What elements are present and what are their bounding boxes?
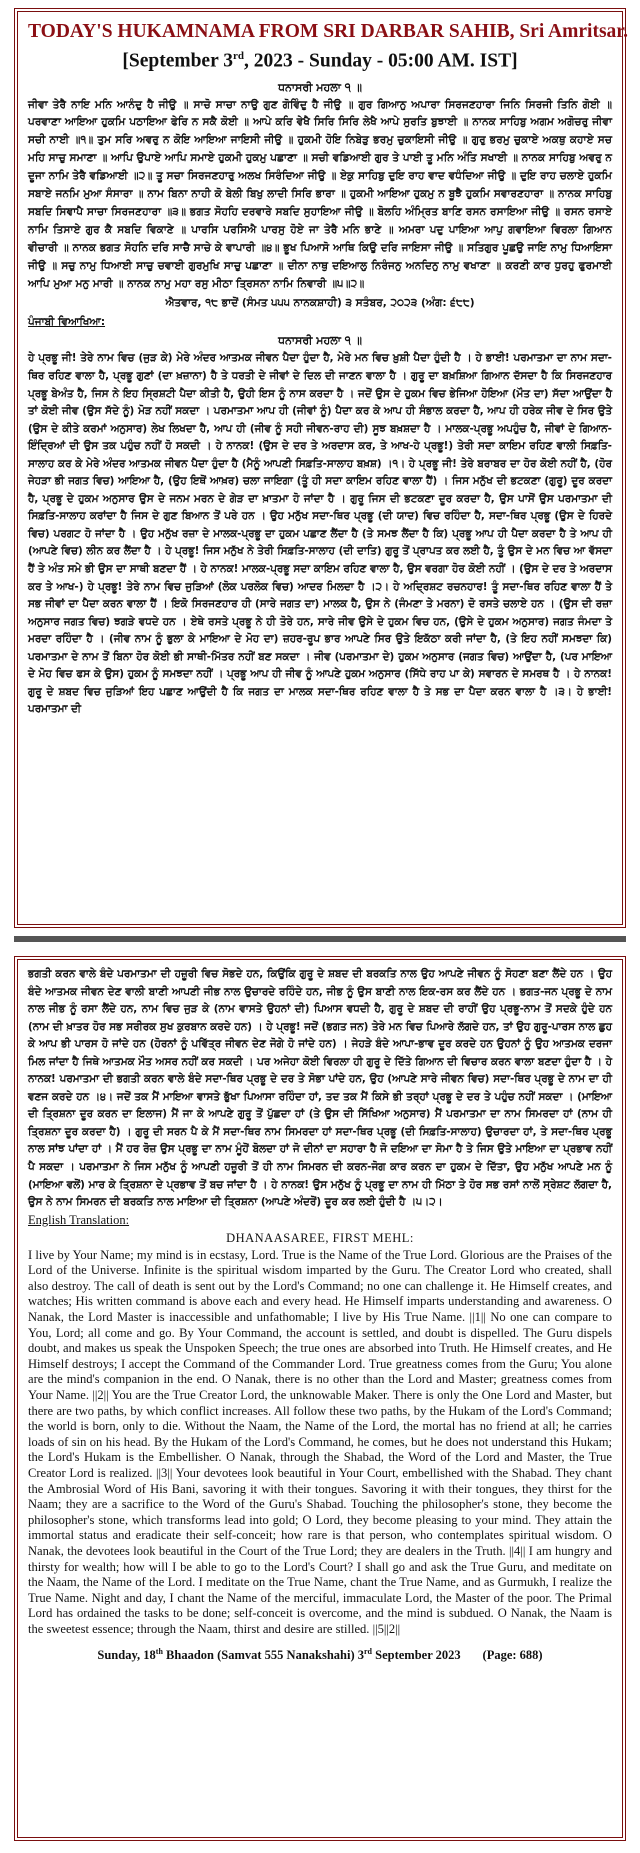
gurbani-text: ਜੀਵਾ ਤੇਰੈ ਨਾਇ ਮਨਿ ਆਨੰਦੁ ਹੈ ਜੀਉ ॥ ਸਾਚੋ ਸਾਚਾ ਨਾਉ ਗੁਣ ਗੋਵਿੰਦੁ ਹੈ ਜੀਉ ॥ ਗੁਰ ਗਿਆਨੁ ਅਪਾਰਾ ਸਿਰਜਣਹਾਰਾ ਜਿਨਿ ਸਿਰਜੀ ਤਿਨਿ ਗੋਈ ॥ ਪਰਵਾਣਾ ਆਇਆ ਹੁਕਮਿ ਪਠਾਇਆ ਫੇਰਿ ਨ ਸਕੈ ਕੋਈ ॥ ਆਪੇ ਕਰਿ ਵੇਖੈ ਸਿਰਿ ਸਿਰਿ ਲੇਖੈ ਆਪੇ ਸੁਰਤਿ ਬੁਝਾਈ ॥ ਨਾਨਕ ਸਾਹਿਬੁ ਅਗਮ ਅਗੋਚਰੁ ਜੀਵਾ ਸਚੀ ਨਾਈ ॥੧॥ ਤੁਮ ਸਰਿ ਅਵਰੁ ਨ ਕੋਇ ਆਇਆ ਜਾਇਸੀ ਜੀਉ ॥ ਹੁਕਮੀ ਹੋਇ ਨਿਬੇੜੁ ਭਰਮੁ ਚੁਕਾਇਸੀ ਜੀਉ ॥ ਗੁਰੁ ਭਰਮੁ ਚੁਕਾਏ ਅਕਥੁ ਕਹਾਏ ਸਚ ਮਹਿ ਸਾਚੁ ਸਮਾਣਾ ॥ ਆਪਿ ਉਪਾਏ ਆਪਿ ਸਮਾਏ ਹੁਕਮੀ ਹੁਕਮੁ ਪਛਾਣਾ ॥ ਸਚੀ ਵਡਿਆਈ ਗੁਰ ਤੇ ਪਾਈ ਤੂ ਮਨਿ ਅੰਤਿ ਸਖਾਈ ॥ ਨਾਨਕ ਸਾਹਿਬੁ ਅਵਰੁ ਨ ਦੂਜਾ ਨਾਮਿ ਤੇਰੈ ਵਡਿਆਈ ॥੨॥ ਤੂ ਸਚਾ ਸਿਰਜਣਹਾਰੁ ਅਲਖ ਸਿਰੰਦਿਆ ਜੀਉ ॥ ਏਕੁ ਸਾਹਿਬੁ ਦੁਇ ਰਾਹ ਵਾਦ ਵਧੰਦਿਆ ਜੀਉ ॥ ਦੁਇ ਰਾਹ ਚਲਾਏ ਹੁਕਮਿ ਸਬਾਏ ਜਨਮਿ ਮੁਆ ਸੰਸਾਰਾ ॥ ਨਾਮ ਬਿਨਾ ਨਾਹੀ ਕੋ ਬੇਲੀ ਬਿਖੁ ਲਾਦੀ ਸਿਰਿ ਭਾਰਾ ॥ ਹੁਕਮੀ ਆਇਆ ਹੁਕਮੁ ਨ ਬੂਝੈ ਹੁਕਮਿ ਸਵਾਰਣਹਾਰਾ ॥ ਨਾਨਕ ਸਾਹਿਬੁ ਸਬਦਿ ਸਿਞਾਪੈ ਸਾਚਾ ਸਿਰਜਣਹਾਰਾ ॥੩॥ ਭਗਤ ਸੋਹਹਿ ਦਰਵਾਰੇ ਸਬਦਿ ਸੁਹਾਇਆ ਜੀਉ ॥ ਬੋਲਹਿ ਅੰਮ੍ਰਿਤ ਬਾਣਿ ਰਸਨ ਰਸਾਇਆ ਜੀਉ ॥ ਰਸਨ ਰਸਾਏ ਨਾਮਿ ਤਿਸਾਏ ਗੁਰ ਕੈ ਸਬਦਿ ਵਿਕਾਣੇ ॥ ਪਾਰਸਿ ਪਰਸਿਐ ਪਾਰਸੁ ਹੋਏ ਜਾ ਤੇਰੈ ਮਨਿ ਭਾਣੇ ॥ ਅਮਰਾ ਪਦੁ ਪਾਇਆ ਆਪੁ ਗਵਾਇਆ ਵਿਰਲਾ ਗਿਆਨ ਵੀਚਾਰੀ ॥ ਨਾਨਕ ਭਗਤ ਸੋਹਨਿ ਦਰਿ ਸਾਚੈ ਸਾਚੇ ਕੇ ਵਾਪਾਰੀ ॥੪॥ ਭੂਖ ਪਿਆਸੋ ਆਥਿ ਕਿਉ ਦਰਿ ਜਾਇਸਾ ਜੀਉ ॥ ਸਤਿਗੁਰ ਪੂਛਉ ਜਾਇ ਨਾਮੁ ਧਿਆਇਸਾ ਜੀਉ ॥ ਸਚੁ ਨਾਮੁ ਧਿਆਈ ਸਾਚੁ ਚਵਾਈ ਗੁਰਮੁਖਿ ਸਾਚੁ ਪਛਾਣਾ ॥ ਦੀਨਾ ਨਾਥੁ ਦਇਆਲੁ ਨਿਰੰਜਨੁ ਅਨਦਿਨੁ ਨਾਮੁ ਵਖਾਣਾ ॥ ਕਰਣੀ ਕਾਰ ਧੁਰਹੁ ਫੁਰਮਾਈ ਆਪਿ ਮੁਆ ਮਨੁ ਮਾਰੀ ॥ ਨਾਨਕ ਨਾਮੁ ਮਹਾ ਰਸੁ ਮੀਠਾ ਤ੍ਰਿਸਨਾ ਨਾਮਿ ਨਿਵਾਰੀ ॥੫॥੨॥ <box>28 98 612 290</box>
footer-day-sup: th <box>155 1646 163 1656</box>
hukamnama-sheet-top <box>14 8 629 928</box>
date-suffix-sup: rd <box>233 50 245 62</box>
date-prefix: [September 3 <box>122 50 234 72</box>
footer-date-sup: rd <box>364 1646 372 1656</box>
english-translation: I live by Your Name; my mind is in ecstasy, Lord. True is the Name of the True Lord. Glorious are the Praises of the Lord of the Universe. Infinite is the spiritual wisdom imparted by the Guru. The Creator Lord who created, shall also destroy. The call of death is sent out by the Lord's Command; no one can challenge it. He Himself creates, and watches; His written command is above each and every head. He Himself imparts understanding and awareness. O Nanak, the Lord Master is inaccessible and unfathomable; I live by His True Name. ||1|| No one can compare to You, Lord; all come and go. By Your Command, the account is settled, and doubt is dispelled. The Guru dispels doubt, and makes us speak the Unspoken Speech; the true ones are absorbed into Truth. He Himself creates, and He Himself destroys; I accept the Command of the Commander Lord. True greatness comes from the Guru; You alone are the mind's companion in the end. O Nanak, there is no other than the Lord and Master; greatness comes from Your Name. ||2|| You are the True Creator Lord, the unknowable Maker. There is only the One Lord and Master, but there are two paths, by which conflict increases. All follow these two paths, by the Hukam of the Lord's Command; the world is born, only to die. Without the Naam, the Name of the Lord, the mortal has no friend at all; he carries loads of sin on his head. By the Hukam of the Lord's Command, he comes, but he does not understand this Hukam; the Lord's Hukam is the Embellisher. O Nanak, through the Shabad, the Word of the Lord and Master, the True Creator Lord is realized. ||3|| Your devotees look beautiful in Your Court, embellished with the Shabad. They chant the Ambrosial Word of His Bani, savoring it with their tongues. Savoring it with their tongues, they thirst for the Naam; they are a sacrifice to the Word of the Guru's Shabad. Touching the philosopher's stone, they become the philosopher's stone, which transforms lead into gold; O Lord, they become pleasing to your mind. They attain the immortal status and eradicate their self-conceit; how rare is that person, who contemplates spiritual wisdom. O Nanak, the devotees look beautiful in the Court of the True Lord; they are dealers in the Truth. ||4|| I am hungry and thirsty for wealth; how will I be able to go to the Lord's Court? I shall go and ask the True Guru, and meditate on the Naam, the Name of the Lord. I meditate on the True Name, chant the True Name, and as Gurmukh, I realize the True Name. Night and day, I chant the Name of the merciful, immaculate Lord, the Master of the poor. The Primal Lord has ordained the tasks to be done; self-conceit is overcome, and the mind is subdued. O Nanak, the Naam is the sweetest essence; through the Naam, thirst and desire are stilled. ||5||2|| <box>28 1247 612 1636</box>
punjabi-section-label: ਪੰਜਾਬੀ ਵਿਆਖਿਆ: <box>28 316 106 329</box>
punjabi-text-part2: ਭਗਤੀ ਕਰਨ ਵਾਲੇ ਬੰਦੇ ਪਰਮਾਤਮਾ ਦੀ ਹਜ਼ੂਰੀ ਵਿਚ ਸੋਭਦੇ ਹਨ, ਕਿਉਂਕਿ ਗੁਰੂ ਦੇ ਸ਼ਬਦ ਦੀ ਬਰਕਤਿ ਨਾਲ ਉਹ ਆਪਣੇ ਜੀਵਨ ਨੂੰ ਸੋਹਣਾ ਬਣਾ ਲੈਂਦੇ ਹਨ । ਉਹ ਬੰਦੇ ਆਤਮਕ ਜੀਵਨ ਦੇਣ ਵਾਲੀ ਬਾਣੀ ਆਪਣੀ ਜੀਭ ਨਾਲ ਉਚਾਰਦੇ ਰਹਿੰਦੇ ਹਨ, ਜੀਭ ਨੂੰ ਉਸ ਬਾਣੀ ਨਾਲ ਇਕ-ਰਸ ਕਰ ਲੈਂਦੇ ਹਨ । ਭਗਤ-ਜਨ ਪ੍ਰਭੂ ਦੇ ਨਾਮ ਨਾਲ ਜੀਭ ਨੂੰ ਰਸਾ ਲੈਂਦੇ ਹਨ, ਨਾਮ ਵਿਚ ਜੁੜ ਕੇ (ਨਾਮ ਵਾਸਤੇ ਉਹਨਾਂ ਦੀ) ਪਿਆਸ ਵਧਦੀ ਹੈ, ਗੁਰੂ ਦੇ ਸ਼ਬਦ ਦੀ ਰਾਹੀਂ ਉਹ ਪ੍ਰਭੂ-ਨਾਮ ਤੋਂ ਸਦਕੇ ਹੁੰਦੇ ਹਨ (ਨਾਮ ਦੀ ਖ਼ਾਤਰ ਹੋਰ ਸਭ ਸਰੀਰਕ ਸੁਖ ਕੁਰਬਾਨ ਕਰਦੇ ਹਨ) । ਹੇ ਪ੍ਰਭੂ! ਜਦੋਂ (ਭਗਤ ਜਨ) ਤੇਰੇ ਮਨ ਵਿਚ ਪਿਆਰੇ ਲੱਗਦੇ ਹਨ, ਤਾਂ ਉਹ ਗੁਰੂ-ਪਾਰਸ ਨਾਲ ਛੁਹ ਕੇ ਆਪ ਭੀ ਪਾਰਸ ਹੋ ਜਾਂਦੇ ਹਨ (ਹੋਰਨਾਂ ਨੂੰ ਪਵਿੱਤ੍ਰ ਜੀਵਨ ਦੇਣ ਜੋਗੇ ਹੋ ਜਾਂਦੇ ਹਨ) । ਜੇਹੜੇ ਬੰਦੇ ਆਪਾ-ਭਾਵ ਦੂਰ ਕਰਦੇ ਹਨ ਉਹਨਾਂ ਨੂੰ ਉਹ ਆਤਮਕ ਦਰਜਾ ਮਿਲ ਜਾਂਦਾ ਹੈ ਜਿਥੇ ਆਤਮਕ ਮੌਤ ਅਸਰ ਨਹੀਂ ਕਰ ਸਕਦੀ । ਪਰ ਅਜੇਹਾ ਕੋਈ ਵਿਰਲਾ ਹੀ ਗੁਰੂ ਦੇ ਦਿੱਤੇ ਗਿਆਨ ਦੀ ਵਿਚਾਰ ਕਰਨ ਵਾਲਾ ਬਣਦਾ ਹੁੰਦਾ ਹੈ । ਹੇ ਨਾਨਕ! ਪਰਮਾਤਮਾ ਦੀ ਭਗਤੀ ਕਰਨ ਵਾਲੇ ਬੰਦੇ ਸਦਾ-ਥਿਰ ਪ੍ਰਭੂ ਦੇ ਦਰ ਤੇ ਸੋਭਾ ਪਾਂਦੇ ਹਨ, ਉਹ (ਆਪਣੇ ਸਾਰੇ ਜੀਵਨ ਵਿਚ) ਸਦਾ-ਥਿਰ ਪ੍ਰਭੂ ਦੇ ਨਾਮ ਦਾ ਹੀ ਵਣਜ ਕਰਦੇ ਹਨ ।੪। ਜਦੋਂ ਤਕ ਮੈਂ ਮਾਇਆ ਵਾਸਤੇ ਭੁੱਖਾ ਪਿਆਸਾ ਰਹਿੰਦਾ ਹਾਂ, ਤਦ ਤਕ ਮੈਂ ਕਿਸੇ ਭੀ ਤਰ੍ਹਾਂ ਪ੍ਰਭੂ ਦੇ ਦਰ ਤੇ ਪਹੁੰਚ ਨਹੀਂ ਸਕਦਾ । (ਮਾਇਆ ਦੀ ਤ੍ਰਿਸ਼ਨਾ ਦੂਰ ਕਰਨ ਦਾ ਇਲਾਜ) ਮੈਂ ਜਾ ਕੇ ਆਪਣੇ ਗੁਰੂ ਤੋਂ ਪੁੱਛਦਾ ਹਾਂ (ਤੇ ਉਸ ਦੀ ਸਿੱਖਿਆ ਅਨੁਸਾਰ) ਮੈਂ ਪਰਮਾਤਮਾ ਦਾ ਨਾਮ ਸਿਮਰਦਾ ਹਾਂ (ਨਾਮ ਹੀ ਤ੍ਰਿਸ਼ਨਾ ਦੂਰ ਕਰਦਾ ਹੈ) । ਗੁਰੂ ਦੀ ਸਰਨ ਪੈ ਕੇ ਮੈਂ ਸਦਾ-ਥਿਰ ਨਾਮ ਸਿਮਰਦਾ ਹਾਂ ਸਦਾ-ਥਿਰ ਪ੍ਰਭੂ (ਦੀ ਸਿਫ਼ਤਿ-ਸਾਲਾਹ) ਉਚਾਰਦਾ ਹਾਂ, ਤੇ ਸਦਾ-ਥਿਰ ਪ੍ਰਭੂ ਨਾਲ ਸਾਂਝ ਪਾਂਦਾ ਹਾਂ । ਮੈਂ ਹਰ ਰੋਜ਼ ਉਸ ਪ੍ਰਭੂ ਦਾ ਨਾਮ ਮੂੰਹੋਂ ਬੋਲਦਾ ਹਾਂ ਜੋ ਦੀਨਾਂ ਦਾ ਸਹਾਰਾ ਹੈ ਜੋ ਦਇਆ ਦਾ ਸੋਮਾ ਹੈ ਤੇ ਜਿਸ ਉਤੇ ਮਾਇਆ ਦਾ ਪ੍ਰਭਾਵ ਨਹੀਂ ਪੈ ਸਕਦਾ । ਪਰਮਾਤਮਾ ਨੇ ਜਿਸ ਮਨੁੱਖ ਨੂੰ ਆਪਣੀ ਹਜ਼ੂਰੀ ਤੋਂ ਹੀ ਨਾਮ ਸਿਮਰਨ ਦੀ ਕਰਨ-ਜੋਗ ਕਾਰ ਕਰਨ ਦਾ ਹੁਕਮ ਦੇ ਦਿੱਤਾ, ਉਹ ਮਨੁੱਖ ਆਪਣੇ ਮਨ ਨੂੰ (ਮਾਇਆ ਵਲੋਂ) ਮਾਰ ਕੇ ਤ੍ਰਿਸ਼ਨਾ ਦੇ ਪ੍ਰਭਾਵ ਤੋਂ ਬਚ ਜਾਂਦਾ ਹੈ । ਹੇ ਨਾਨਕ! ਉਸ ਮਨੁੱਖ ਨੂੰ ਪ੍ਰਭੂ ਦਾ ਨਾਮ ਹੀ ਮਿੱਠਾ ਤੇ ਹੋਰ ਸਭ ਰਸਾਂ ਨਾਲੋਂ ਸ੍ਰੇਸ਼ਟ ਲੱਗਦਾ ਹੈ, ਉਸ ਨੇ ਨਾਮ ਸਿਮਰਨ ਦੀ ਬਰਕਤਿ ਨਾਲ ਮਾਇਆ ਦੀ ਤ੍ਰਿਸ਼ਨਾ (ਆਪਣੇ ਅੰਦਰੋਂ) ਦੂਰ ਕਰ ਲਈ ਹੁੰਦੀ ਹੈ ।੫।੨। <box>28 968 612 1209</box>
punjabi-heading: ਧਨਾਸਰੀ ਮਹਲਾ ੧ ॥ <box>278 334 362 348</box>
date-rest: , 2023 - Sunday - 05:00 AM. IST] <box>244 50 518 72</box>
english-heading: DHANAASAREE, FIRST MEHL: <box>226 1230 414 1245</box>
footer-page: (Page: 688) <box>482 1647 543 1662</box>
page-title: TODAY'S HUKAMNAMA FROM SRI DARBAR SAHIB, Sri Amritsar. <box>28 21 629 42</box>
footer-date-line <box>28 1644 612 1663</box>
hukamnama-sheet-bottom <box>14 956 626 1841</box>
footer-year: September 2023 <box>372 1647 461 1662</box>
page-date <box>28 44 612 74</box>
gurbani-date-line: ਐਤਵਾਰ, ੧੮ ਭਾਦੋਂ (ਸੰਮਤ ੫੫੫ ਨਾਨਕਸ਼ਾਹੀ) ੩ ਸਤੰਬਰ, ੨੦੨੩ (ਅੰਗ: ੬੮੮) <box>165 297 475 310</box>
footer-day: Sunday, 18 <box>97 1647 156 1662</box>
english-section-label: English Translation: <box>28 1212 130 1227</box>
gurbani-heading: ਧਨਾਸਰੀ ਮਹਲਾ ੧ ॥ <box>278 80 362 94</box>
footer-month: Bhaadon (Samvat 555 Nanakshahi) 3 <box>162 1647 364 1662</box>
punjabi-text-part1: ਹੇ ਪ੍ਰਭੂ ਜੀ! ਤੇਰੇ ਨਾਮ ਵਿਚ (ਜੁੜ ਕੇ) ਮੇਰੇ ਅੰਦਰ ਆਤਮਕ ਜੀਵਨ ਪੈਦਾ ਹੁੰਦਾ ਹੈ, ਮੇਰੇ ਮਨ ਵਿਚ ਖ਼ੁਸ਼ੀ ਪੈਦਾ ਹੁੰਦੀ ਹੈ । ਹੇ ਭਾਈ! ਪਰਮਾਤਮਾ ਦਾ ਨਾਮ ਸਦਾ-ਥਿਰ ਰਹਿਣ ਵਾਲਾ ਹੈ, ਪ੍ਰਭੂ ਗੁਣਾਂ (ਦਾ ਖ਼ਜ਼ਾਨਾ) ਹੈ ਤੇ ਧਰਤੀ ਦੇ ਜੀਵਾਂ ਦੇ ਦਿਲ ਦੀ ਜਾਣਨ ਵਾਲਾ ਹੈ । ਗੁਰੂ ਦਾ ਬਖ਼ਸ਼ਿਆ ਗਿਆਨ ਦੱਸਦਾ ਹੈ ਕਿ ਸਿਰਜਣਹਾਰ ਪ੍ਰਭੂ ਬੇਅੰਤ ਹੈ, ਜਿਸ ਨੇ ਇਹ ਸ੍ਰਿਸ਼ਟੀ ਪੈਦਾ ਕੀਤੀ ਹੈ, ਉਹੀ ਇਸ ਨੂੰ ਨਾਸ ਕਰਦਾ ਹੈ । ਜਦੋਂ ਉਸ ਦੇ ਹੁਕਮ ਵਿਚ ਭੇਜਿਆ ਹੋਇਆ (ਮੌਤ ਦਾ) ਸੱਦਾ ਆਉਂਦਾ ਹੈ ਤਾਂ ਕੋਈ ਜੀਵ (ਉਸ ਸੱਦੇ ਨੂੰ) ਮੋੜ ਨਹੀਂ ਸਕਦਾ । ਪਰਮਾਤਮਾ ਆਪ ਹੀ (ਜੀਵਾਂ ਨੂੰ) ਪੈਦਾ ਕਰ ਕੇ ਆਪ ਹੀ ਸੰਭਾਲ ਕਰਦਾ ਹੈ, ਆਪ ਹੀ ਹਰੇਕ ਜੀਵ ਦੇ ਸਿਰ ਉਤੇ (ਉਸ ਦੇ ਕੀਤੇ ਕਰਮਾਂ ਅਨੁਸਾਰ) ਲੇਖ ਲਿਖਦਾ ਹੈ, ਆਪ ਹੀ (ਜੀਵ ਨੂੰ ਸਹੀ ਜੀਵਨ-ਰਾਹ ਦੀ) ਸੂਝ ਬਖ਼ਸ਼ਦਾ ਹੈ । ਮਾਲਕ-ਪ੍ਰਭੂ ਅਪਹੁੰਚ ਹੈ, ਜੀਵਾਂ ਦੇ ਗਿਆਨ-ਇੰਦ੍ਰਿਆਂ ਦੀ ਉਸ ਤਕ ਪਹੁੰਚ ਨਹੀਂ ਹੋ ਸਕਦੀ । ਹੇ ਨਾਨਕ! (ਉਸ ਦੇ ਦਰ ਤੇ ਅਰਦਾਸ ਕਰ, ਤੇ ਆਖ-ਹੇ ਪ੍ਰਭੂ!) ਤੇਰੀ ਸਦਾ ਕਾਇਮ ਰਹਿਣ ਵਾਲੀ ਸਿਫ਼ਤਿ-ਸਾਲਾਹ ਕਰ ਕੇ ਮੇਰੇ ਅੰਦਰ ਆਤਮਕ ਜੀਵਨ ਪੈਦਾ ਹੁੰਦਾ ਹੈ (ਮੈਨੂੰ ਆਪਣੀ ਸਿਫ਼ਤਿ-ਸਾਲਾਹ ਬਖ਼ਸ਼) ।੧। ਹੇ ਪ੍ਰਭੂ ਜੀ! ਤੇਰੇ ਬਰਾਬਰ ਦਾ ਹੋਰ ਕੋਈ ਨਹੀਂ ਹੈ, (ਹੋਰ ਜੇਹੜਾ ਭੀ ਜਗਤ ਵਿਚ) ਆਇਆ ਹੈ, (ਉਹ ਇਥੋਂ ਆਖ਼ਰ) ਚਲਾ ਜਾਇਗਾ (ਤੂੰ ਹੀ ਸਦਾ ਕਾਇਮ ਰਹਿਣ ਵਾਲਾ ਹੈਂ) । ਜਿਸ ਮਨੁੱਖ ਦੀ ਭਟਕਣਾ (ਗੁਰੂ) ਦੂਰ ਕਰਦਾ ਹੈ, ਪ੍ਰਭੂ ਦੇ ਹੁਕਮ ਅਨੁਸਾਰ ਉਸ ਦੇ ਜਨਮ ਮਰਨ ਦੇ ਗੇੜ ਦਾ ਖ਼ਾਤਮਾ ਹੋ ਜਾਂਦਾ ਹੈ । ਗੁਰੂ ਜਿਸ ਦੀ ਭਟਕਣਾ ਦੂਰ ਕਰਦਾ ਹੈ, ਉਸ ਪਾਸੋਂ ਉਸ ਪਰਮਾਤਮਾ ਦੀ ਸਿਫ਼ਤਿ-ਸਾਲਾਹ ਕਰਾਂਦਾ ਹੈ ਜਿਸ ਦੇ ਗੁਣ ਬਿਆਨ ਤੋਂ ਪਰੇ ਹਨ । ਉਹ ਮਨੁੱਖ ਸਦਾ-ਥਿਰ ਪ੍ਰਭੂ (ਦੀ ਯਾਦ) ਵਿਚ ਰਹਿੰਦਾ ਹੈ, ਸਦਾ-ਥਿਰ ਪ੍ਰਭੂ (ਉਸ ਦੇ ਹਿਰਦੇ ਵਿਚ) ਪਰਗਟ ਹੋ ਜਾਂਦਾ ਹੈ । ਉਹ ਮਨੁੱਖ ਰਜ਼ਾ ਦੇ ਮਾਲਕ-ਪ੍ਰਭੂ ਦਾ ਹੁਕਮ ਪਛਾਣ ਲੈਂਦਾ ਹੈ (ਤੇ ਸਮਝ ਲੈਂਦਾ ਹੈ ਕਿ) ਪ੍ਰਭੂ ਆਪ ਹੀ ਪੈਦਾ ਕਰਦਾ ਹੈ ਤੇ ਆਪ ਹੀ (ਆਪਣੇ ਵਿਚ) ਲੀਨ ਕਰ ਲੈਂਦਾ ਹੈ । ਹੇ ਪ੍ਰਭੂ! ਜਿਸ ਮਨੁੱਖ ਨੇ ਤੇਰੀ ਸਿਫ਼ਤਿ-ਸਾਲਾਹ (ਦੀ ਦਾਤਿ) ਗੁਰੂ ਤੋਂ ਪ੍ਰਾਪਤ ਕਰ ਲਈ ਹੈ, ਤੂੰ ਉਸ ਦੇ ਮਨ ਵਿਚ ਆ ਵੱਸਦਾ ਹੈਂ ਤੇ ਅੰਤ ਸਮੇ ਭੀ ਉਸ ਦਾ ਸਾਥੀ ਬਣਦਾ ਹੈਂ । ਹੇ ਨਾਨਕ! ਮਾਲਕ-ਪ੍ਰਭੂ ਸਦਾ ਕਾਇਮ ਰਹਿਣ ਵਾਲਾ ਹੈ, ਉਸ ਵਰਗਾ ਹੋਰ ਕੋਈ ਨਹੀਂ । (ਉਸ ਦੇ ਦਰ ਤੇ ਅਰਦਾਸ ਕਰ ਤੇ ਆਖ-) ਹੇ ਪ੍ਰਭੂ! ਤੇਰੇ ਨਾਮ ਵਿਚ ਜੁੜਿਆਂ (ਲੋਕ ਪਰਲੋਕ ਵਿਚ) ਆਦਰ ਮਿਲਦਾ ਹੈ ।੨। ਹੇ ਅਦ੍ਰਿਸ਼ਟ ਰਚਨਹਾਰ! ਤੂੰ ਸਦਾ-ਥਿਰ ਰਹਿਣ ਵਾਲਾ ਹੈਂ ਤੇ ਸਭ ਜੀਵਾਂ ਦਾ ਪੈਦਾ ਕਰਨ ਵਾਲਾ ਹੈਂ । ਇਕੋ ਸਿਰਜਣਹਾਰ ਹੀ (ਸਾਰੇ ਜਗਤ ਦਾ) ਮਾਲਕ ਹੈ, ਉਸ ਨੇ (ਜੰਮਣਾ ਤੇ ਮਰਨਾ) ਦੋ ਰਸਤੇ ਚਲਾਏ ਹਨ । (ਉਸ ਦੀ ਰਜ਼ਾ ਅਨੁਸਾਰ ਜਗਤ ਵਿਚ) ਝਗੜੇ ਵਧਦੇ ਹਨ । ਏਥੇ ਰਸਤੇ ਪ੍ਰਭੂ ਨੇ ਹੀ ਤੋਰੇ ਹਨ, ਸਾਰੇ ਜੀਵ ਉਸੇ ਦੇ ਹੁਕਮ ਵਿਚ ਹਨ, (ਉਸੇ ਦੇ ਹੁਕਮ ਅਨੁਸਾਰ) ਜਗਤ ਜੰਮਦਾ ਤੇ ਮਰਦਾ ਰਹਿੰਦਾ ਹੈ । (ਜੀਵ ਨਾਮ ਨੂੰ ਭੁਲਾ ਕੇ ਮਾਇਆ ਦੇ ਮੋਹ ਦਾ) ਜ਼ਹਰ-ਰੂਪ ਭਾਰ ਆਪਣੇ ਸਿਰ ਉਤੇ ਇਕੱਠਾ ਕਰੀ ਜਾਂਦਾ ਹੈ, (ਤੇ ਇਹ ਨਹੀਂ ਸਮਝਦਾ ਕਿ) ਪਰਮਾਤਮਾ ਦੇ ਨਾਮ ਤੋਂ ਬਿਨਾ ਹੋਰ ਕੋਈ ਭੀ ਸਾਥੀ-ਮਿੱਤਰ ਨਹੀਂ ਬਣ ਸਕਦਾ । ਜੀਵ (ਪਰਮਾਤਮਾ ਦੇ) ਹੁਕਮ ਅਨੁਸਾਰ (ਜਗਤ ਵਿਚ) ਆਉਂਦਾ ਹੈ, (ਪਰ ਮਾਇਆ ਦੇ ਮੋਹ ਵਿਚ ਫਸ ਕੇ ਉਸ) ਹੁਕਮ ਨੂੰ ਸਮਝਦਾ ਨਹੀਂ । ਪ੍ਰਭੂ ਆਪ ਹੀ ਜੀਵ ਨੂੰ ਆਪਣੇ ਹੁਕਮ ਅਨੁਸਾਰ (ਸਿੱਧੇ ਰਾਹ ਪਾ ਕੇ) ਸਵਾਰਨ ਦੇ ਸਮਰਥ ਹੈ । ਹੇ ਨਾਨਕ! ਗੁਰੂ ਦੇ ਸ਼ਬਦ ਵਿਚ ਜੁੜਿਆਂ ਇਹ ਪਛਾਣ ਆਉਂਦੀ ਹੈ ਕਿ ਜਗਤ ਦਾ ਮਾਲਕ ਸਦਾ-ਥਿਰ ਰਹਿਣ ਵਾਲਾ ਹੈ ਤੇ ਸਭ ਦਾ ਪੈਦਾ ਕਰਨ ਵਾਲਾ ਹੈ ।੩। ਹੇ ਭਾਈ! ਪਰਮਾਤਮਾ ਦੀ <box>28 352 612 716</box>
section-divider <box>14 936 626 942</box>
